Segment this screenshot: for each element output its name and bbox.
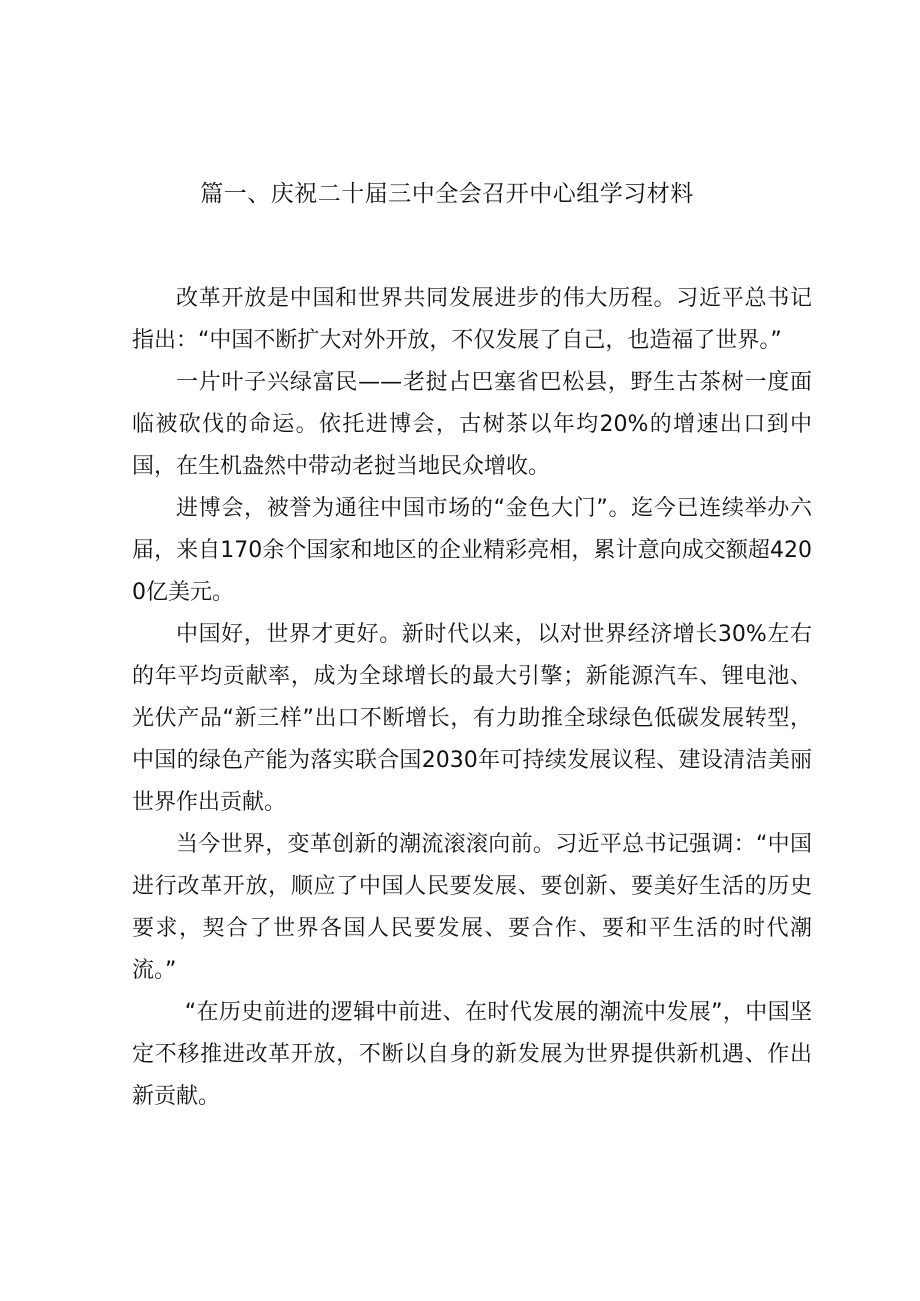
- paragraph-5: 当今世界，变革创新的潮流滚滚向前。习近平总书记强调：“中国进行改革开放，顺应了中国人民要发展、要创新、要美好生活的历史要求，契合了世界各国人民要发展、要合作、要和平生活的时代潮流。”: [132, 832, 812, 983]
- document-body: [132, 278, 812, 1118]
- document-title: 篇一、庆祝二十届三中全会召开中心组学习材料: [200, 181, 694, 207]
- paragraph-1: 改革开放是中国和世界共同发展进步的伟大历程。习近平总书记指出：“中国不断扩大对外开放，不仅发展了自己，也造福了世界。”: [132, 286, 812, 353]
- paragraph-2: 一片叶子兴绿富民——老挝占巴塞省巴松县，野生古茶树一度面临被砍伐的命运。依托进博会，古树茶以年均20%的增速出口到中国，在生机盎然中带动老挝当地民众增收。: [132, 370, 812, 479]
- paragraph-6: “在历史前进的逻辑中前进、在时代发展的潮流中发展”，中国坚定不移推进改革开放，不断以自身的新发展为世界提供新机遇、作出新贡献。: [132, 1000, 812, 1109]
- paragraph-3: 进博会，被誉为通往中国市场的“金色大门”。迄今已连续举办六届，来自170余个国家和地区的企业精彩亮相，累计意向成交额超4200亿美元。: [132, 496, 812, 605]
- paragraph-4: 中国好，世界才更好。新时代以来，以对世界经济增长30%左右的年平均贡献率，成为全球增长的最大引擎；新能源汽车、锂电池、光伏产品“新三样”出口不断增长，有力助推全球绿色低碳发展转型，中国的绿色产能为落实联合国2030年可持续发展议程、建设清洁美丽世界作出贡献。: [132, 622, 812, 815]
